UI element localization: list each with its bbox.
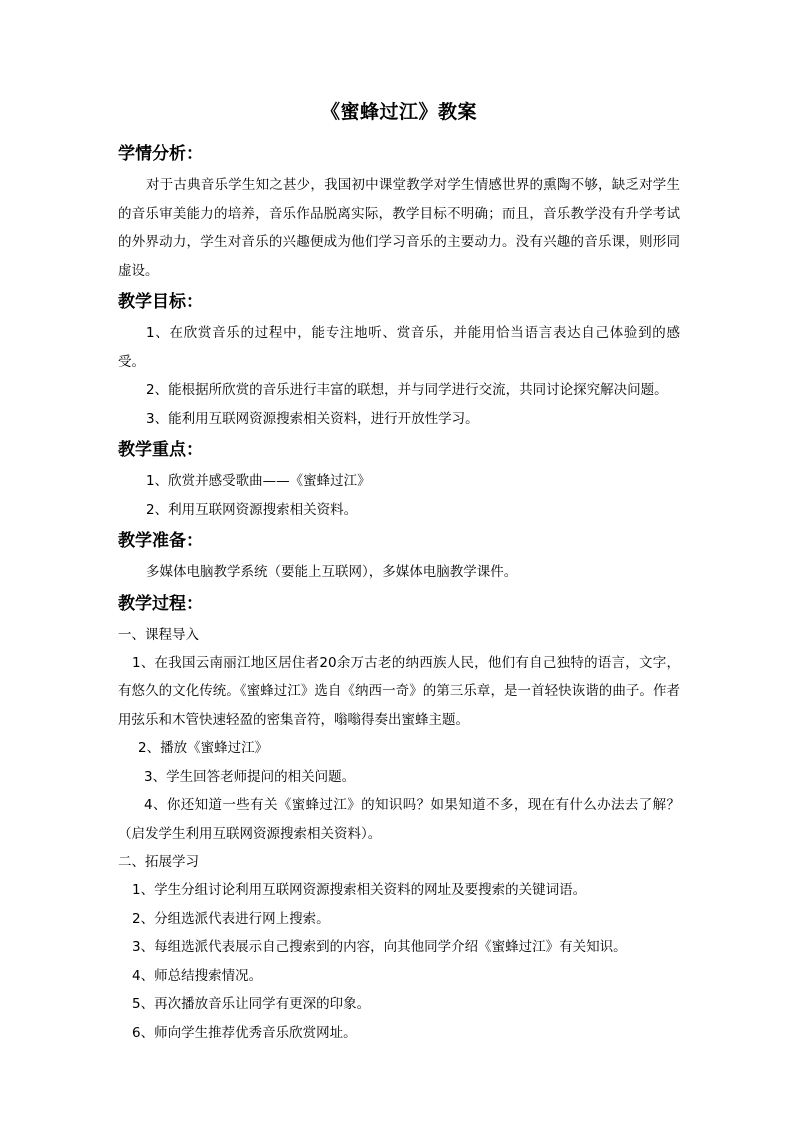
focus-item: 1、欣赏并感受歌曲——《蜜蜂过江》 [146, 473, 371, 489]
section-teaching-focus [118, 435, 680, 524]
process-step: 1、学生分组讨论利用互联网资源搜索相关资料的网址及要搜索的关键词语。 [132, 882, 587, 898]
process-part-extension [118, 848, 680, 1047]
process-part-intro [118, 621, 680, 849]
process-step: 1、在我国云南丽江地区居住者20余万古老的纳西族人民，他们有自己独特的语言，文字，有悠久的文化传统。《蜜蜂过江》选自《纳西一奇》的第三乐章，是一首轻快诙谐的曲子。作者用弦乐和木管快速轻盈的密集音符，嗡嗡得奏出蜜蜂主题。 [118, 654, 680, 728]
section-heading: 教学目标： [118, 292, 203, 312]
paragraph: 多媒体电脑教学系统（要能上互联网），多媒体电脑教学课件。 [146, 564, 518, 580]
process-step: 4、师总结搜索情况。 [132, 967, 263, 984]
goal-item: 2、能根据所欣赏的音乐进行丰富的联想，并与同学进行交流，共同讨论探究解决问题。 [146, 382, 668, 398]
process-step: 2、播放《蜜蜂过江》 [138, 740, 269, 756]
document-page [118, 98, 680, 1047]
focus-item: 2、利用互联网资源搜索相关资料。 [146, 501, 358, 518]
paragraph: 对于古典音乐学生知之甚少，我国初中课堂教学对学生情感世界的熏陶不够，缺乏对学生的音乐审美能力的培养，音乐作品脱离实际，教学目标不明确；而且，音乐教学没有升学考试的外界动力，学生对音乐的兴趣便成为他们学习音乐的主要动力。没有兴趣的音乐课，则形同虚设。 [118, 177, 680, 279]
section-teaching-process [118, 589, 680, 1048]
part-label: 一、课程导入 [118, 626, 199, 643]
goal-item: 3、能利用互联网资源搜索相关资料，进行开放性学习。 [146, 410, 479, 427]
section-heading: 教学重点： [118, 440, 203, 460]
section-heading: 教学过程： [118, 593, 203, 614]
goal-item: 1、在欣赏音乐的过程中，能专注地听、赏音乐，并能用恰当语言表达自己体验到的感受。 [118, 325, 680, 370]
document-title: 《蜜蜂过江》教案 [320, 101, 477, 123]
section-learning-analysis [118, 139, 680, 285]
section-heading: 学情分析： [118, 144, 203, 164]
section-heading: 教学准备： [118, 531, 203, 551]
process-step: 5、再次播放音乐让同学有更深的印象。 [132, 996, 371, 1012]
process-step: 6、师向学生推荐优秀音乐欣赏网址。 [132, 1024, 357, 1041]
section-teaching-goals [118, 287, 680, 433]
process-step: 3、每组选派代表展示自己搜索到的内容，向其他同学介绍《蜜蜂过江》有关知识。 [132, 939, 627, 955]
process-step: 4、你还知道一些有关《蜜蜂过江》的知识吗？如果知道不多，现在有什么办法去了解？（启发学生利用互联网资源搜索相关资料）。 [118, 797, 680, 842]
section-teaching-preparation [118, 526, 680, 587]
part-label: 二、拓展学习 [118, 854, 199, 870]
process-step: 2、分组选派代表进行网上搜索。 [132, 910, 330, 927]
process-step: 3、学生回答老师提问的相关问题。 [144, 768, 356, 785]
